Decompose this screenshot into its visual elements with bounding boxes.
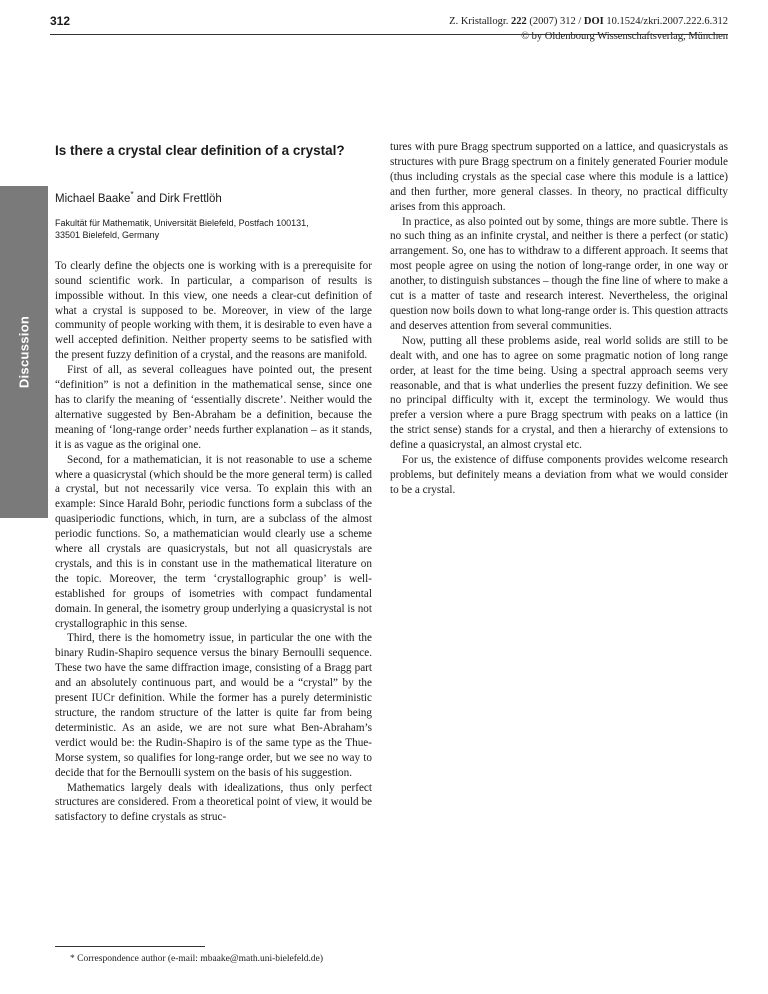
header-rule xyxy=(50,34,728,35)
doi-label: DOI xyxy=(583,16,604,27)
footnote-rule xyxy=(55,946,205,947)
author-name: Michael Baake xyxy=(55,192,131,205)
author-name: and Dirk Frettlöh xyxy=(133,192,222,205)
paragraph: Second, for a mathematician, it is not reasonable to use a scheme where a quasicrystal (which should be the more general term) is called a crystal, but not necessarily vice versa. To explain this with an example: Since Harald Bohr, periodic functions form a subclass of the quasiperiodic functions, which, in turn, are a subclass of the almost periodic functions. So, a mathematician would clearly use a scheme where all crystals are quasicrystals, but not all quasicrystals are crystals, and this is in constant use in the mathematical literature on the topic. Moreover, the term ‘crystallographic group’ is well-established for groups of isometries with compact fundamental domain. In general, the isometry group underlying a quasicrystal is not crystallographic in this sense. xyxy=(55,453,372,630)
paragraph: tures with pure Bragg spectrum supported on a lattice, and quasicrystals as structures with pure Bragg spectrum on a finitely generated Fourier module (thus including crystals as the special case where this module is a lattice) and then further, more general classes. In theory, no practical difficulty arises from this approach. xyxy=(390,141,729,213)
paragraph: First of all, as several colleagues have pointed out, the present “definition” is not a definition in the mathematical sense, since one has to clarify the meaning of ‘essentially discrete’. Neither would the alternative suggested by Ben-Abraham be a definition, because the meaning of ‘long-range order’ needs further explanation – as it stands, it is as vague as the original one. xyxy=(55,364,372,451)
body-text-right xyxy=(390,140,728,498)
body-text-left xyxy=(55,259,372,825)
paragraph: Now, putting all these problems aside, real world solids are still to be dealt with, and one has to agree on some pragmatic notion of long range order, at least for the time being. Using a spectral approach seems very reasonable, and that is what underlies the present fuzzy definition. We see no principal difficulty with it, except the terminology. We would thus prefer a version where a pure Bragg spectrum with peaks on a lattice (in the strict sense) stands for a crystal, and then a hierarchy of extensions to define a quasicrystal, an almost crystal etc. xyxy=(390,334,728,452)
left-column xyxy=(55,140,372,825)
affiliation-line: 33501 Bielefeld, Germany xyxy=(55,229,160,240)
paragraph: Mathematics largely deals with idealizations, thus only perfect structures are considered. From a theoretical point of view, it would be satisfactory to define crystals as struc- xyxy=(55,781,372,824)
paragraph: In practice, as also pointed out by some, things are more subtle. There is no such thing as an infinite crystal, and neither is there a perfect (or static) arrangement. So, one has to withdraw to a different approach. It seems that most people agree on using the notion of long-range order, in one way or another, to distinguish substances – though the fine line of where to make a cut is a matter of taste and research interest. Nevertheless, the original question now boils down to what long-range order is. This question attracts and deserves attention from several communities. xyxy=(390,215,728,332)
doi-value: 10.1524/zkri.2007.222.6.312 xyxy=(606,16,728,27)
affiliation-line: Fakultät für Mathematik, Universität Bielefeld, Postfach 100131, xyxy=(55,217,309,228)
right-column xyxy=(390,140,728,498)
article-title: Is there a crystal clear definition of a crystal? xyxy=(55,143,345,158)
section-side-tab xyxy=(0,186,48,518)
paragraph: For us, the existence of diffuse components provides welcome research problems, but definitely means a deviation from what we would consider to be a crystal. xyxy=(390,454,728,496)
citation-line xyxy=(449,14,728,29)
paragraph: Third, there is the homometry issue, in particular the one with the binary Rudin-Shapiro sequence versus the binary Bernoulli sequence. These two have the same diffraction image, consisting of a Bragg part and an absolutely continuous part, and would be a “crystal” by the present IUCr definition. While the former has a purely deterministic structure, the random structure of the latter is quite far from being deterministic. As an aside, we are not sure what Ben-Abraham’s verdict would be: the Rudin-Shapiro is of the same type as the Thue-Morse system, so qualifies for long-range order, but we see no way to decide that for the Bernoulli system on the basis of his suggestion. xyxy=(55,632,372,779)
section-label: Discussion xyxy=(16,315,32,389)
journal-reference xyxy=(449,14,728,44)
journal-year-pages: (2007) 312 / xyxy=(529,16,582,27)
copyright-line: © by Oldenbourg Wissenschaftsverlag, München xyxy=(521,31,728,42)
page-number: 312 xyxy=(50,14,71,28)
affiliation xyxy=(55,217,372,241)
correspondence-mark: * xyxy=(130,190,134,199)
footnote: * Correspondence author (e-mail: mbaake@math.uni-bielefeld.de) xyxy=(70,954,324,964)
author-line xyxy=(55,190,372,205)
journal-name: Z. Kristallogr. xyxy=(449,16,509,27)
journal-volume: 222 xyxy=(510,16,527,27)
paragraph: To clearly define the objects one is working with is a prerequisite for sound scientific work. In particular, a comparison of results is impossible without. In this view, one needs a clear-cut definition of what a crystal is supposed to be. Moreover, in view of the large community of people working with them, it is desirable to even have a well accepted definition. Neither property seems to be satisfied with the present fuzzy definition of a crystal, and the reasons are manifold. xyxy=(55,259,372,362)
